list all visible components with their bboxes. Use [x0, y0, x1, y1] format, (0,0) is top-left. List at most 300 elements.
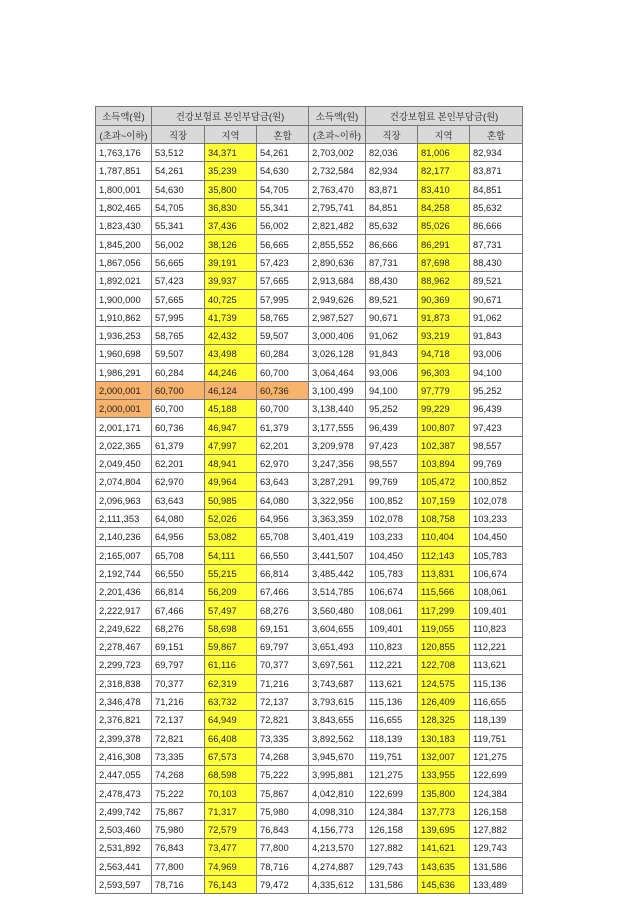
table-row: [96, 180, 523, 198]
right-regional-cell: 141,621: [418, 839, 470, 857]
right-mixed-cell: 94,100: [470, 363, 523, 381]
left-mixed-cell: 63,643: [257, 473, 309, 491]
left-mixed-cell: 54,261: [257, 144, 309, 162]
left-mixed-cell: 68,276: [257, 601, 309, 619]
left-income-cell: 1,787,851: [96, 162, 152, 180]
right-regional-cell: 132,007: [418, 747, 470, 765]
left-regional-cell: 74,969: [205, 857, 257, 875]
left-income-cell: 2,531,892: [96, 839, 152, 857]
premium-header-left: 건강보험료 본인부담금(원): [152, 107, 309, 126]
left-income-cell: 2,165,007: [96, 546, 152, 564]
right-workplace-cell: 113,621: [366, 674, 418, 692]
table-row: [96, 290, 523, 308]
col-mixed-right: 혼합: [470, 126, 523, 144]
left-workplace-cell: 66,814: [152, 583, 205, 601]
right-workplace-cell: 86,666: [366, 235, 418, 253]
left-regional-cell: 48,941: [205, 455, 257, 473]
table-row: [96, 436, 523, 454]
table-row: [96, 711, 523, 729]
right-workplace-cell: 93,006: [366, 363, 418, 381]
left-income-cell: 2,318,838: [96, 674, 152, 692]
right-income-cell: 3,793,615: [309, 692, 366, 710]
right-workplace-cell: 127,882: [366, 839, 418, 857]
left-regional-cell: 41,739: [205, 308, 257, 326]
right-income-cell: 2,913,684: [309, 272, 366, 290]
left-workplace-cell: 54,261: [152, 162, 205, 180]
left-income-cell: 2,111,353: [96, 509, 152, 527]
right-workplace-cell: 96,439: [366, 418, 418, 436]
left-regional-cell: 67,573: [205, 747, 257, 765]
right-income-cell: 3,514,785: [309, 583, 366, 601]
right-regional-cell: 119,055: [418, 619, 470, 637]
left-workplace-cell: 56,665: [152, 253, 205, 271]
right-income-cell: 3,697,561: [309, 656, 366, 674]
left-income-cell: 2,278,467: [96, 638, 152, 656]
table-row: [96, 784, 523, 802]
right-mixed-cell: 119,751: [470, 729, 523, 747]
table-row: [96, 766, 523, 784]
left-regional-cell: 72,579: [205, 820, 257, 838]
left-workplace-cell: 57,995: [152, 308, 205, 326]
right-mixed-cell: 87,731: [470, 235, 523, 253]
left-regional-cell: 37,436: [205, 217, 257, 235]
col-workplace-left: 직장: [152, 126, 205, 144]
right-mixed-cell: 115,136: [470, 674, 523, 692]
right-regional-cell: 81,006: [418, 144, 470, 162]
right-regional-cell: 99,229: [418, 400, 470, 418]
right-regional-cell: 91,873: [418, 308, 470, 326]
right-workplace-cell: 105,783: [366, 564, 418, 582]
table-row: [96, 363, 523, 381]
right-income-cell: 4,274,887: [309, 857, 366, 875]
table-row: [96, 546, 523, 564]
left-mixed-cell: 72,821: [257, 711, 309, 729]
table-row: [96, 509, 523, 527]
left-regional-cell: 46,947: [205, 418, 257, 436]
right-income-cell: 3,843,655: [309, 711, 366, 729]
right-mixed-cell: 131,586: [470, 857, 523, 875]
right-workplace-cell: 97,423: [366, 436, 418, 454]
right-mixed-cell: 91,843: [470, 326, 523, 344]
left-income-cell: 2,096,963: [96, 491, 152, 509]
left-workplace-cell: 60,700: [152, 400, 205, 418]
left-workplace-cell: 61,379: [152, 436, 205, 454]
left-regional-cell: 35,800: [205, 180, 257, 198]
left-income-cell: 1,867,056: [96, 253, 152, 271]
right-mixed-cell: 104,450: [470, 528, 523, 546]
table-row: [96, 198, 523, 216]
right-regional-cell: 85,026: [418, 217, 470, 235]
left-mixed-cell: 60,700: [257, 363, 309, 381]
left-workplace-cell: 75,867: [152, 802, 205, 820]
right-income-cell: 3,177,555: [309, 418, 366, 436]
left-income-cell: 2,022,365: [96, 436, 152, 454]
right-regional-cell: 83,410: [418, 180, 470, 198]
table-row: [96, 564, 523, 582]
left-mixed-cell: 54,705: [257, 180, 309, 198]
right-regional-cell: 94,718: [418, 345, 470, 363]
right-regional-cell: 113,831: [418, 564, 470, 582]
right-workplace-cell: 91,843: [366, 345, 418, 363]
right-income-cell: 2,987,527: [309, 308, 366, 326]
left-workplace-cell: 67,466: [152, 601, 205, 619]
table-row: [96, 875, 523, 893]
health-insurance-premium-table: [95, 106, 523, 894]
right-workplace-cell: 102,078: [366, 509, 418, 527]
left-income-cell: 2,249,622: [96, 619, 152, 637]
right-income-cell: 2,703,002: [309, 144, 366, 162]
left-income-cell: 2,222,917: [96, 601, 152, 619]
left-income-cell: 1,823,430: [96, 217, 152, 235]
left-workplace-cell: 76,843: [152, 839, 205, 857]
left-workplace-cell: 64,956: [152, 528, 205, 546]
right-regional-cell: 97,779: [418, 381, 470, 399]
right-mixed-cell: 116,655: [470, 692, 523, 710]
right-mixed-cell: 99,769: [470, 455, 523, 473]
right-mixed-cell: 112,221: [470, 638, 523, 656]
right-regional-cell: 117,299: [418, 601, 470, 619]
right-workplace-cell: 88,430: [366, 272, 418, 290]
left-regional-cell: 59,867: [205, 638, 257, 656]
income-header-right: 소득액(원): [309, 107, 366, 126]
table-row: [96, 162, 523, 180]
left-mixed-cell: 56,002: [257, 217, 309, 235]
left-income-cell: 2,593,597: [96, 875, 152, 893]
table-row: [96, 747, 523, 765]
right-mixed-cell: 124,384: [470, 784, 523, 802]
left-workplace-cell: 54,705: [152, 198, 205, 216]
right-income-cell: 3,604,655: [309, 619, 366, 637]
left-workplace-cell: 62,970: [152, 473, 205, 491]
left-mixed-cell: 57,995: [257, 290, 309, 308]
left-regional-cell: 64,949: [205, 711, 257, 729]
right-income-cell: 4,335,612: [309, 875, 366, 893]
income-range-right: (초과~이하): [309, 126, 366, 144]
right-workplace-cell: 121,275: [366, 766, 418, 784]
left-workplace-cell: 56,002: [152, 235, 205, 253]
right-mixed-cell: 122,699: [470, 766, 523, 784]
left-regional-cell: 46,124: [205, 381, 257, 399]
right-regional-cell: 86,291: [418, 235, 470, 253]
right-workplace-cell: 98,557: [366, 455, 418, 473]
right-workplace-cell: 109,401: [366, 619, 418, 637]
table-row: [96, 857, 523, 875]
left-regional-cell: 53,082: [205, 528, 257, 546]
right-income-cell: 3,209,978: [309, 436, 366, 454]
left-workplace-cell: 57,665: [152, 290, 205, 308]
left-regional-cell: 63,732: [205, 692, 257, 710]
table-row: [96, 400, 523, 418]
left-regional-cell: 62,319: [205, 674, 257, 692]
right-mixed-cell: 84,851: [470, 180, 523, 198]
right-mixed-cell: 85,632: [470, 198, 523, 216]
right-workplace-cell: 110,823: [366, 638, 418, 656]
right-workplace-cell: 108,061: [366, 601, 418, 619]
left-income-cell: 2,563,441: [96, 857, 152, 875]
table-row: [96, 235, 523, 253]
col-regional-right: 지역: [418, 126, 470, 144]
left-regional-cell: 40,725: [205, 290, 257, 308]
left-mixed-cell: 61,379: [257, 418, 309, 436]
table-row: [96, 253, 523, 271]
left-workplace-cell: 71,216: [152, 692, 205, 710]
left-income-cell: 2,140,236: [96, 528, 152, 546]
left-mixed-cell: 72,137: [257, 692, 309, 710]
left-mixed-cell: 69,797: [257, 638, 309, 656]
left-mixed-cell: 77,800: [257, 839, 309, 857]
left-income-cell: 2,074,804: [96, 473, 152, 491]
right-regional-cell: 93,219: [418, 326, 470, 344]
table-row: [96, 802, 523, 820]
left-regional-cell: 47,997: [205, 436, 257, 454]
left-regional-cell: 52,026: [205, 509, 257, 527]
right-regional-cell: 96,303: [418, 363, 470, 381]
left-mixed-cell: 62,201: [257, 436, 309, 454]
right-regional-cell: 135,800: [418, 784, 470, 802]
left-income-cell: 2,399,378: [96, 729, 152, 747]
left-regional-cell: 56,209: [205, 583, 257, 601]
left-mixed-cell: 66,814: [257, 564, 309, 582]
table-row: [96, 272, 523, 290]
table-row: [96, 638, 523, 656]
right-regional-cell: 82,177: [418, 162, 470, 180]
left-regional-cell: 61,116: [205, 656, 257, 674]
right-workplace-cell: 119,751: [366, 747, 418, 765]
right-income-cell: 3,485,442: [309, 564, 366, 582]
left-mixed-cell: 75,867: [257, 784, 309, 802]
right-mixed-cell: 98,557: [470, 436, 523, 454]
right-mixed-cell: 118,139: [470, 711, 523, 729]
right-workplace-cell: 122,699: [366, 784, 418, 802]
left-workplace-cell: 68,276: [152, 619, 205, 637]
right-regional-cell: 107,159: [418, 491, 470, 509]
left-mixed-cell: 57,665: [257, 272, 309, 290]
income-range-left: (초과~이하): [96, 126, 152, 144]
right-income-cell: 3,000,406: [309, 326, 366, 344]
right-mixed-cell: 110,823: [470, 619, 523, 637]
left-regional-cell: 39,937: [205, 272, 257, 290]
right-regional-cell: 145,636: [418, 875, 470, 893]
right-workplace-cell: 106,674: [366, 583, 418, 601]
right-workplace-cell: 82,934: [366, 162, 418, 180]
right-income-cell: 3,247,356: [309, 455, 366, 473]
right-workplace-cell: 131,586: [366, 875, 418, 893]
right-income-cell: 3,892,562: [309, 729, 366, 747]
left-income-cell: 2,376,821: [96, 711, 152, 729]
left-income-cell: 2,299,723: [96, 656, 152, 674]
premium-header-right: 건강보험료 본인부담금(원): [366, 107, 523, 126]
left-workplace-cell: 60,700: [152, 381, 205, 399]
left-mixed-cell: 76,843: [257, 820, 309, 838]
table-row: [96, 455, 523, 473]
col-regional-left: 지역: [205, 126, 257, 144]
table-row: [96, 820, 523, 838]
left-workplace-cell: 59,507: [152, 345, 205, 363]
left-mixed-cell: 62,970: [257, 455, 309, 473]
left-mixed-cell: 57,423: [257, 253, 309, 271]
right-workplace-cell: 118,139: [366, 729, 418, 747]
right-mixed-cell: 126,158: [470, 802, 523, 820]
col-workplace-right: 직장: [366, 126, 418, 144]
right-regional-cell: 84,258: [418, 198, 470, 216]
left-income-cell: 1,986,291: [96, 363, 152, 381]
right-workplace-cell: 99,769: [366, 473, 418, 491]
right-workplace-cell: 100,852: [366, 491, 418, 509]
left-regional-cell: 71,317: [205, 802, 257, 820]
income-header-left: 소득액(원): [96, 107, 152, 126]
table-row: [96, 473, 523, 491]
left-regional-cell: 76,143: [205, 875, 257, 893]
left-workplace-cell: 64,080: [152, 509, 205, 527]
right-workplace-cell: 85,632: [366, 217, 418, 235]
right-mixed-cell: 83,871: [470, 162, 523, 180]
right-regional-cell: 112,143: [418, 546, 470, 564]
right-workplace-cell: 87,731: [366, 253, 418, 271]
left-regional-cell: 57,497: [205, 601, 257, 619]
left-mixed-cell: 58,765: [257, 308, 309, 326]
left-regional-cell: 35,239: [205, 162, 257, 180]
left-mixed-cell: 60,700: [257, 400, 309, 418]
right-regional-cell: 139,695: [418, 820, 470, 838]
left-mixed-cell: 75,222: [257, 766, 309, 784]
left-workplace-cell: 60,284: [152, 363, 205, 381]
left-income-cell: 2,447,055: [96, 766, 152, 784]
right-mixed-cell: 105,783: [470, 546, 523, 564]
left-workplace-cell: 55,341: [152, 217, 205, 235]
right-regional-cell: 87,698: [418, 253, 470, 271]
right-workplace-cell: 90,671: [366, 308, 418, 326]
right-mixed-cell: 96,439: [470, 400, 523, 418]
right-regional-cell: 137,773: [418, 802, 470, 820]
left-income-cell: 1,960,698: [96, 345, 152, 363]
left-workplace-cell: 66,550: [152, 564, 205, 582]
table-row: [96, 601, 523, 619]
left-income-cell: 1,763,176: [96, 144, 152, 162]
left-workplace-cell: 72,137: [152, 711, 205, 729]
left-regional-cell: 34,371: [205, 144, 257, 162]
left-workplace-cell: 72,821: [152, 729, 205, 747]
left-workplace-cell: 63,643: [152, 491, 205, 509]
right-income-cell: 2,821,482: [309, 217, 366, 235]
right-regional-cell: 143,635: [418, 857, 470, 875]
right-income-cell: 2,890,636: [309, 253, 366, 271]
table-row: [96, 729, 523, 747]
right-regional-cell: 120,855: [418, 638, 470, 656]
left-mixed-cell: 71,216: [257, 674, 309, 692]
left-income-cell: 1,802,465: [96, 198, 152, 216]
right-income-cell: 3,995,881: [309, 766, 366, 784]
right-income-cell: 3,651,493: [309, 638, 366, 656]
left-income-cell: 2,000,001: [96, 400, 152, 418]
left-income-cell: 1,892,021: [96, 272, 152, 290]
right-income-cell: 3,026,128: [309, 345, 366, 363]
right-workplace-cell: 94,100: [366, 381, 418, 399]
right-regional-cell: 126,409: [418, 692, 470, 710]
table-row: [96, 345, 523, 363]
left-workplace-cell: 77,800: [152, 857, 205, 875]
right-income-cell: 3,945,670: [309, 747, 366, 765]
left-workplace-cell: 58,765: [152, 326, 205, 344]
left-mixed-cell: 55,341: [257, 198, 309, 216]
right-regional-cell: 102,387: [418, 436, 470, 454]
left-workplace-cell: 54,630: [152, 180, 205, 198]
left-mixed-cell: 60,284: [257, 345, 309, 363]
left-regional-cell: 38,126: [205, 235, 257, 253]
left-workplace-cell: 75,222: [152, 784, 205, 802]
right-income-cell: 2,949,626: [309, 290, 366, 308]
left-income-cell: 2,346,478: [96, 692, 152, 710]
table-body: [96, 144, 523, 894]
right-mixed-cell: 90,671: [470, 290, 523, 308]
table-row: [96, 619, 523, 637]
right-mixed-cell: 88,430: [470, 253, 523, 271]
left-workplace-cell: 53,512: [152, 144, 205, 162]
left-workplace-cell: 69,797: [152, 656, 205, 674]
right-income-cell: 4,042,810: [309, 784, 366, 802]
left-regional-cell: 54,111: [205, 546, 257, 564]
right-regional-cell: 88,962: [418, 272, 470, 290]
left-regional-cell: 58,698: [205, 619, 257, 637]
left-regional-cell: 50,985: [205, 491, 257, 509]
right-mixed-cell: 108,061: [470, 583, 523, 601]
table-row: [96, 144, 523, 162]
left-mixed-cell: 59,507: [257, 326, 309, 344]
right-workplace-cell: 103,233: [366, 528, 418, 546]
right-workplace-cell: 104,450: [366, 546, 418, 564]
right-income-cell: 3,322,956: [309, 491, 366, 509]
right-mixed-cell: 82,934: [470, 144, 523, 162]
left-regional-cell: 36,830: [205, 198, 257, 216]
right-income-cell: 4,098,310: [309, 802, 366, 820]
table-row: [96, 692, 523, 710]
left-mixed-cell: 64,956: [257, 509, 309, 527]
right-workplace-cell: 83,871: [366, 180, 418, 198]
right-mixed-cell: 106,674: [470, 564, 523, 582]
table-row: [96, 381, 523, 399]
left-regional-cell: 55,215: [205, 564, 257, 582]
left-mixed-cell: 60,736: [257, 381, 309, 399]
right-income-cell: 3,100,499: [309, 381, 366, 399]
left-income-cell: 2,478,473: [96, 784, 152, 802]
left-income-cell: 2,049,450: [96, 455, 152, 473]
right-mixed-cell: 129,743: [470, 839, 523, 857]
right-income-cell: 2,732,584: [309, 162, 366, 180]
left-mixed-cell: 69,151: [257, 619, 309, 637]
right-regional-cell: 122,708: [418, 656, 470, 674]
left-income-cell: 1,936,253: [96, 326, 152, 344]
right-mixed-cell: 95,252: [470, 381, 523, 399]
left-regional-cell: 68,598: [205, 766, 257, 784]
right-workplace-cell: 84,851: [366, 198, 418, 216]
right-income-cell: 3,743,687: [309, 674, 366, 692]
left-workplace-cell: 78,716: [152, 875, 205, 893]
left-mixed-cell: 65,708: [257, 528, 309, 546]
right-regional-cell: 133,955: [418, 766, 470, 784]
table-row: [96, 491, 523, 509]
left-regional-cell: 49,964: [205, 473, 257, 491]
table-row: [96, 308, 523, 326]
left-income-cell: 1,800,001: [96, 180, 152, 198]
left-mixed-cell: 54,630: [257, 162, 309, 180]
left-regional-cell: 70,103: [205, 784, 257, 802]
col-mixed-left: 혼합: [257, 126, 309, 144]
right-mixed-cell: 121,275: [470, 747, 523, 765]
left-mixed-cell: 56,665: [257, 235, 309, 253]
left-mixed-cell: 78,716: [257, 857, 309, 875]
right-mixed-cell: 89,521: [470, 272, 523, 290]
table-row: [96, 839, 523, 857]
left-regional-cell: 42,432: [205, 326, 257, 344]
